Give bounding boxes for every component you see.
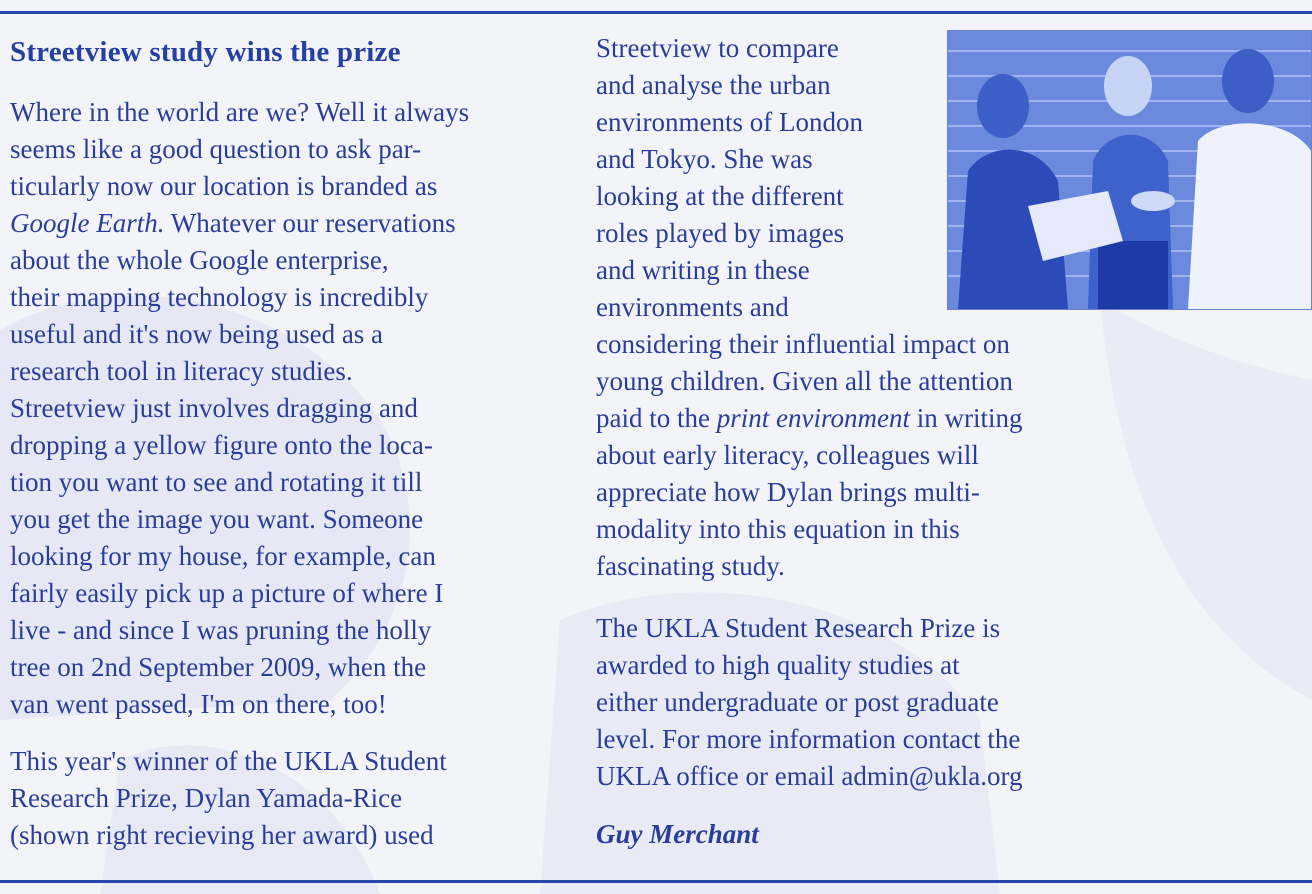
text-line: fascinating study. [596,551,785,581]
text-line: UKLA office or email admin@ukla.org [596,761,1023,791]
text-line: tree on 2nd September 2009, when the [10,652,427,682]
left-column [10,94,469,854]
text-line: about the whole Google enterprise, [10,245,389,275]
text-line: young children. Given all the attention [596,366,1013,396]
text-line: Research Prize, Dylan Yamada-Rice [10,783,403,813]
text-line: ticularly now our location is branded as [10,171,438,201]
text-line: and analyse the urban [596,70,831,100]
text-line: you get the image you want. Someone [10,504,424,534]
text-line: roles played by images [596,218,845,248]
text-line [596,400,1023,437]
text-line: seems like a good question to ask par- [10,134,422,164]
text-line: This year's winner of the UKLA Student [10,746,447,776]
italic-print-environment: print environment [716,403,910,433]
text-line: dropping a yellow figure onto the loca- [10,430,433,460]
text-line: and Tokyo. She was [596,144,813,174]
award-photo [947,30,1312,310]
text-span: paid to the [596,403,717,433]
text-line: about early literacy, colleagues will [596,440,979,470]
text-line: looking for my house, for example, can [10,541,436,571]
text-line: considering their influential impact on [596,329,1010,359]
text-line: useful and it's now being used as a [10,319,384,349]
text-line: their mapping technology is incredibly [10,282,429,312]
text-line: level. For more information contact the [596,724,1021,754]
top-rule [0,11,1312,14]
bottom-rule [0,880,1312,883]
award-photo-illustration [948,31,1311,309]
text-line: modality into this equation in this [596,514,960,544]
text-line: live - and since I was pruning the holly [10,615,432,645]
text-line: and writing in these [596,255,810,285]
text-line: looking at the different [596,181,844,211]
text-line: van went passed, I'm on there, too! [10,689,387,719]
text-span: Whatever our reservations [170,208,456,238]
italic-google-earth: Google Earth. [10,208,165,238]
text-line: either undergraduate or post graduate [596,687,999,717]
text-line: Streetview to compare [596,33,839,63]
text-line: The UKLA Student Research Prize is [596,613,1001,643]
text-line: fairly easily pick up a picture of where I [10,578,444,608]
text-line: environments of London [596,107,863,137]
article-title: Streetview study wins the prize [10,36,401,68]
text-line: Where in the world are we? Well it always [10,97,470,127]
text-line: tion you want to see and rotating it till [10,467,423,497]
text-line: awarded to high quality studies at [596,650,960,680]
text-line: (shown right recieving her award) used [10,820,434,850]
text-line: Streetview just involves dragging and [10,393,418,423]
text-line: environments and [596,292,789,322]
text-line [10,205,469,242]
text-line: appreciate how Dylan brings multi- [596,477,980,507]
text-span: in writing [916,403,1023,433]
author-signature: Guy Merchant [596,819,759,849]
text-line: research tool in literacy studies. [10,356,353,386]
